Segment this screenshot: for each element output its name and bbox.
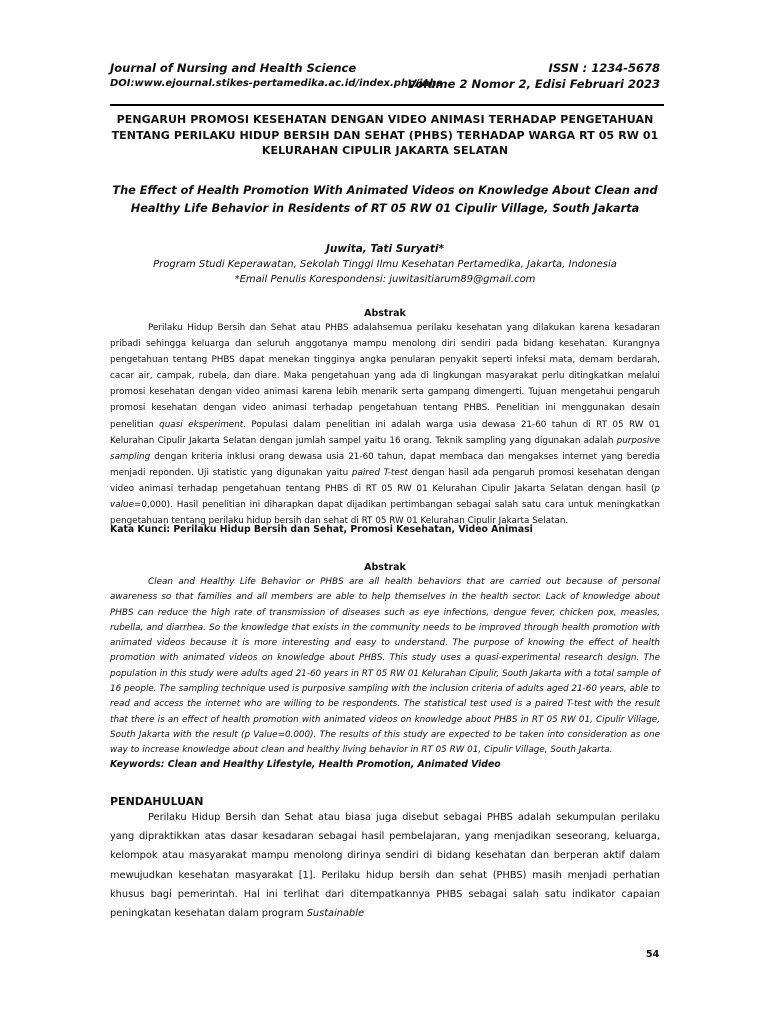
abstract-en-body <box>110 575 660 759</box>
keywords-indonesian: Kata Kunci: Perilaku Hidup Bersih dan Sehat, Promosi Kesehatan, Video Animasi <box>110 524 533 535</box>
introduction-body <box>110 808 660 923</box>
abstract-en-heading: Abstrak <box>364 562 406 573</box>
introduction-paragraph <box>110 808 660 923</box>
affiliation: Program Studi Keperawatan, Sekolah Tinggi Ilmu Kesehatan Pertamedika, Jakarta, Indonesia <box>153 259 617 270</box>
abstract-id-heading: Abstrak <box>364 308 406 319</box>
journal-doi: DOI:www.ejournal.stikes-pertamedika.ac.id/index.php/jnhs <box>110 78 443 89</box>
title-english: The Effect of Health Promotion With Animated Videos on Knowledge About Clean and Healthy Life Behavior in Residents of RT 05 RW 01 Cipulir Village, South Jakarta <box>112 184 658 215</box>
abstract-id-text: dengan hasil ada pengaruh promosi kesehatan dengan video animasi terhadap pengetahuan tentang PHBS di RT 05 RW 01 Kelurahan Cipulir Jakarta Selatan dengan hasil ( <box>110 467 660 494</box>
abstract-en-paragraph: Clean and Healthy Life Behavior or PHBS are all health behaviors that are carried out because of personal awareness so that families and all members are able to help themselves in the health sector. Lack of knowledge about PHBS can reduce the high rate of transmission of diseases such as eye infections, dengue fever, chicken pox, measles, rubella, and diarrhea. So the knowledge that exists in the community needs to be improved through health promotion with animated videos because it is more interesting and easy to understand. The purpose of knowing the effect of health promotion with animated videos on knowledge about PHBS. This study uses a quasi-experimental research design. The population in this study were adults aged 21-60 years in RT 05 RW 01 Kelurahan Cipulir, South Jakarta with a total sample of 16 people. The sampling technique used is purposive sampling with the inclusion criteria of adults aged 21-60 years, able to read and access the internet who are willing to be respondents. The statistical test used is a paired T-test with the result that there is an effect of health promotion with animated videos on knowledge about PHBS in RT 05 RW 01, Cipulir Village, South Jakarta with the result (p Value=0.000). The results of this study are expected to be taken into consideration as one way to increase knowledge about clean and healthy living behavior in RT 05 RW 01, Cipulir Village, South Jakarta. <box>110 577 660 756</box>
journal-issn: ISSN : 1234-5678 <box>548 61 660 75</box>
introduction-term: Sustainable <box>306 908 364 920</box>
header-left <box>110 60 450 92</box>
abstract-id-body <box>110 320 660 529</box>
journal-volume: Volume 2 Nomor 2, Edisi Februari 2023 <box>407 77 660 91</box>
authors: Juwita, Tati Suryati* <box>326 243 444 255</box>
abstract-id-term: purposive sampling <box>110 435 660 462</box>
correspondence-email: *Email Penulis Korespondensi: juwitasitiarum89@gmail.com <box>234 273 536 285</box>
section-heading-introduction: PENDAHULUAN <box>110 795 204 808</box>
abstract-id-text: =0,000). Hasil penelitian ini diharapkan dapat dijadikan pertimbangan sebagai salah satu cara untuk meningkatkan pengetahuan tentang perilaku hidup bersih dan sehat di RT 05 RW 01 Kelurahan Cipulir Jakarta Selatan. <box>110 500 660 527</box>
abstract-id-text: dengan kriteria inklusi orang dewasa usia 21-60 tahun, dapat membaca dan mengakses internet yang beredia menjadi reponden. Uji statistic yang digunakan yaitu <box>110 451 660 478</box>
abstract-id-text: Perilaku Hidup Bersih dan Sehat atau PHBS adalahsemua perilaku kesehatan yang dilakukan karena kesadaran pribadi sehingga keluarga dan seluruh anggotanya mampu menolong diri sendiri pada bidang kesehatan. Kurangnya pengetahuan tentang PHBS dapat menekan tingginya angka penularan penyakit seperti infeksi mata, demam berdarah, cacar air, campak, rubela, dan diare. Maka pengetahuan yang ada di lingkungan masyarakat perlu ditingkatkan melalui promosi kesehatan dengan video animasi karena lebih menarik serta gampang dimengerti. Tujuan mengetahui pengaruh promosi kesehatan dengan video animasi terhadap pengetahuan tentang PHBS. Penelitian ini menggunakan desain penelitian <box>110 323 660 430</box>
journal-name: Journal of Nursing and Health Science <box>110 61 357 75</box>
abstract-id-text: . Populasi dalam penelitian ini adalah warga usia dewasa 21-60 tahun di RT 05 RW 01 Kelurahan Cipulir Jakarta Selatan dengan jumlah sampel yaitu 16 orang. Teknik sampling yang digunakan adalah <box>110 419 660 446</box>
abstract-id-term: paired T-test <box>351 467 408 478</box>
page-number: 54 <box>646 949 660 960</box>
introduction-text: Perilaku Hidup Bersih dan Sehat atau biasa juga disebut sebagai PHBS adalah sekumpulan perilaku yang dipraktikkan atas dasar kesadaran sebagai hasil pembelajaran, yang menjadikan seseorang, keluarga, kelompok atau masyarakat mampu menolong dirinya sendiri di bidang kesehatan dan berperan aktif dalam mewujudkan kesehatan masyarakat [1]. Perilaku hidup bersih dan sehat (PHBS) masih menjadi perhatian khusus bagi pemerintah. Hal ini terlihat dari ditempatkannya PHBS sebagai salah satu indikator capaian peningkatan kesehatan dalam program <box>110 812 660 920</box>
title-indonesian: PENGARUH PROMOSI KESEHATAN DENGAN VIDEO ANIMASI TERHADAP PENGETAHUAN TENTANG PERILAKU HIDUP BERSIH DAN SEHAT (PHBS) TERHADAP WARGA RT 05 RW 01 KELURAHAN CIPULIR JAKARTA SELATAN <box>111 113 659 157</box>
header-right <box>400 60 660 92</box>
affiliation-block <box>110 258 660 287</box>
abstract-id-paragraph <box>110 320 660 529</box>
header-rule <box>110 104 664 106</box>
keywords-english: Keywords: Clean and Healthy Lifestyle, Health Promotion, Animated Video <box>110 759 501 770</box>
abstract-id-term: quasi eksperiment <box>159 419 244 430</box>
abstract-id-term: p value <box>110 483 660 511</box>
